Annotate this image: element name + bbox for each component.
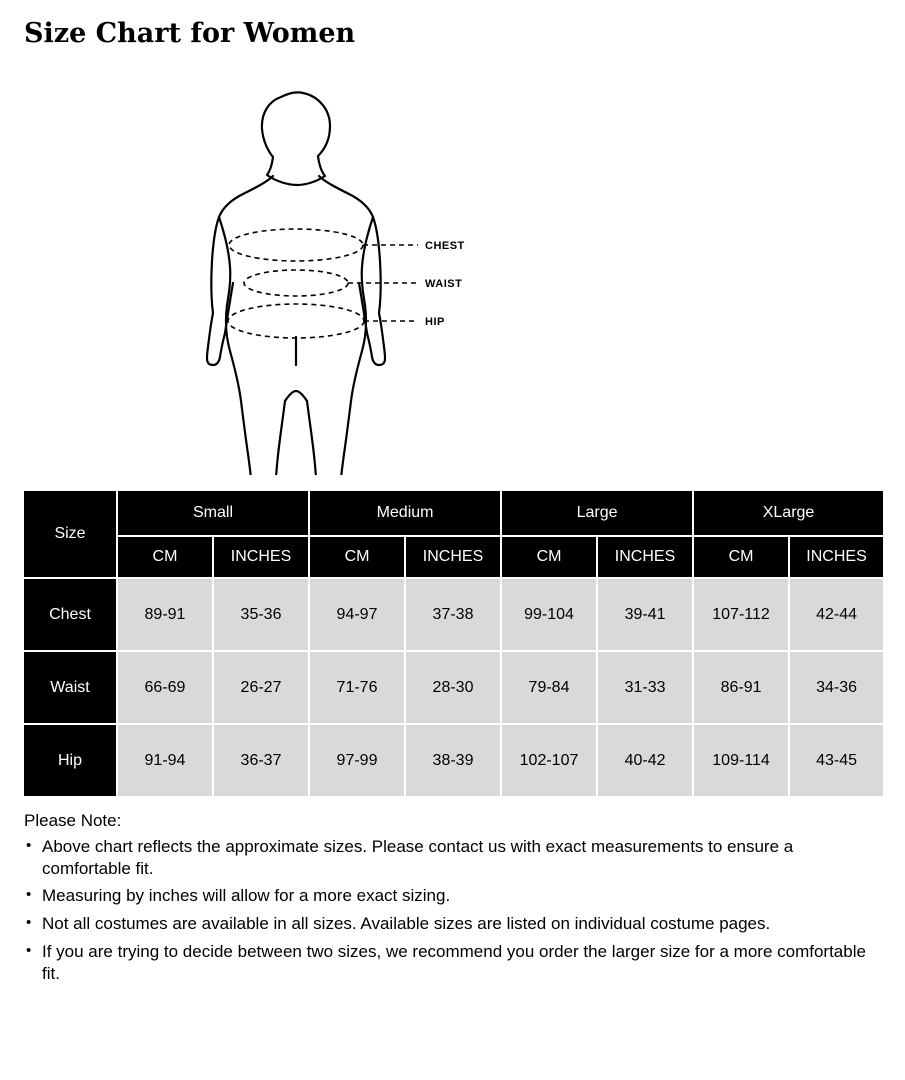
unit-header-medium-inches: INCHES [405, 536, 501, 578]
cell-hip-large-cm: 102-107 [501, 724, 597, 797]
group-header-xlarge: XLarge [693, 490, 884, 536]
bullet-icon: • [26, 886, 32, 904]
cell-waist-large-inches: 31-33 [597, 651, 693, 724]
notes-section [22, 810, 883, 984]
unit-header-large-inches: INCHES [597, 536, 693, 578]
row-label-chest: Chest [23, 578, 117, 651]
table-corner-size-label: Size [23, 490, 117, 578]
note-text-2: Measuring by inches will allow for a more exact sizing. [42, 886, 451, 906]
cell-chest-large-inches: 39-41 [597, 578, 693, 651]
bullet-icon: • [26, 836, 32, 854]
cell-waist-large-cm: 79-84 [501, 651, 597, 724]
table-unit-header-row [23, 536, 884, 578]
chest-label: CHEST [424, 240, 465, 252]
cell-waist-xlarge-inches: 34-36 [789, 651, 884, 724]
cell-chest-small-inches: 35-36 [213, 578, 309, 651]
group-header-small: Small [117, 490, 309, 536]
table-group-header-row [23, 490, 884, 536]
note-text-4: If you are trying to decide between two sizes, we recommend you order the larger size for a more comfortable fit. [42, 941, 866, 983]
cell-chest-large-cm: 99-104 [501, 578, 597, 651]
hip-label: HIP [424, 316, 445, 328]
cell-chest-xlarge-inches: 42-44 [789, 578, 884, 651]
cell-hip-large-inches: 40-42 [597, 724, 693, 797]
page-title: Size Chart for Women [24, 18, 356, 49]
cell-waist-medium-cm: 71-76 [309, 651, 405, 724]
cell-hip-medium-inches: 38-39 [405, 724, 501, 797]
list-item [26, 885, 883, 907]
female-body-outline-svg [173, 55, 733, 475]
cell-waist-xlarge-cm: 86-91 [693, 651, 789, 724]
waist-label: WAIST [424, 278, 462, 290]
row-label-waist: Waist [23, 651, 117, 724]
bullet-icon: • [26, 914, 32, 931]
unit-header-large-cm: CM [501, 536, 597, 578]
unit-header-small-cm: CM [117, 536, 213, 578]
hip-ellipse [228, 304, 364, 338]
chest-ellipse [229, 229, 363, 261]
note-text-1: Above chart reflects the approximate sizes. Please contact us with exact measurements to ensure a comfortable fit. [42, 836, 794, 878]
bullet-icon: • [26, 941, 32, 959]
cell-chest-medium-inches: 37-38 [405, 578, 501, 651]
cell-chest-small-cm: 89-91 [117, 578, 213, 651]
list-item [26, 941, 883, 985]
list-item [26, 836, 883, 880]
unit-header-small-inches: INCHES [213, 536, 309, 578]
cell-hip-xlarge-cm: 109-114 [693, 724, 789, 797]
cell-hip-xlarge-inches: 43-45 [789, 724, 884, 797]
cell-chest-xlarge-cm: 107-112 [693, 578, 789, 651]
body-diagram [22, 55, 883, 475]
group-header-large: Large [501, 490, 693, 536]
table-row [23, 651, 884, 724]
list-item [26, 913, 883, 935]
waist-ellipse [244, 270, 348, 296]
table-row [23, 578, 884, 651]
cell-hip-small-cm: 91-94 [117, 724, 213, 797]
cell-waist-small-inches: 26-27 [213, 651, 309, 724]
row-label-hip: Hip [23, 724, 117, 797]
unit-header-xlarge-cm: CM [693, 536, 789, 578]
cell-waist-medium-inches: 28-30 [405, 651, 501, 724]
group-header-medium: Medium [309, 490, 501, 536]
size-table [22, 489, 885, 798]
note-text-3: Not all costumes are available in all sizes. Available sizes are listed on individual costume pages. [42, 914, 771, 933]
cell-chest-medium-cm: 94-97 [309, 578, 405, 651]
cell-hip-small-inches: 36-37 [213, 724, 309, 797]
table-row [23, 724, 884, 797]
unit-header-medium-cm: CM [309, 536, 405, 578]
unit-header-xlarge-inches: INCHES [789, 536, 884, 578]
cell-waist-small-cm: 66-69 [117, 651, 213, 724]
notes-heading: Please Note: [24, 811, 122, 830]
cell-hip-medium-cm: 97-99 [309, 724, 405, 797]
